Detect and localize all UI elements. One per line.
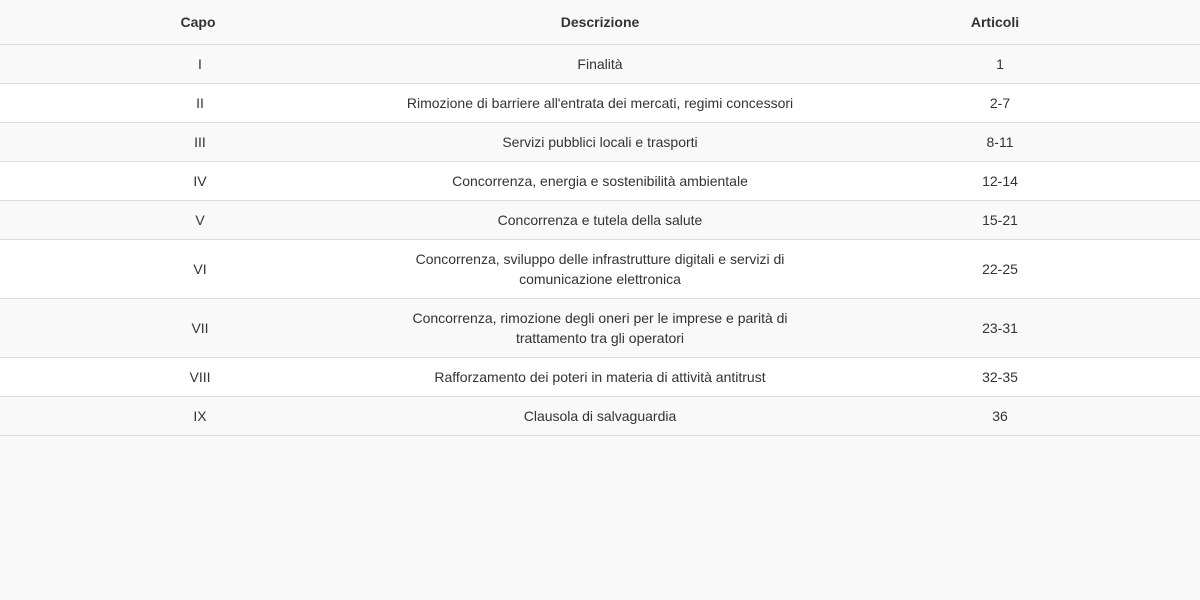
cell-descrizione-text: Finalità — [577, 56, 623, 72]
table-row — [0, 45, 1200, 84]
table-body — [0, 45, 1200, 436]
cell-descrizione — [400, 358, 800, 397]
cell-descrizione — [400, 201, 800, 240]
cell-descrizione — [400, 45, 800, 84]
cell-capo: III — [0, 123, 400, 162]
cell-articoli: 2-7 — [800, 84, 1200, 123]
cell-capo: VI — [0, 240, 400, 299]
cell-articoli: 32-35 — [800, 358, 1200, 397]
cell-descrizione-text: Clausola di salvaguardia — [523, 408, 677, 424]
table-row — [0, 240, 1200, 299]
cell-articoli: 36 — [800, 397, 1200, 436]
cell-descrizione-text: Concorrenza, sviluppo delle infrastrutture digitali e servizi di comunicazione elettronica — [415, 251, 785, 287]
cell-articoli: 22-25 — [800, 240, 1200, 299]
table-row — [0, 201, 1200, 240]
header-capo: Capo — [0, 0, 400, 45]
cell-capo: VII — [0, 299, 400, 358]
table-row — [0, 299, 1200, 358]
cell-descrizione — [400, 162, 800, 201]
header-articoli: Articoli — [800, 0, 1200, 45]
table-row — [0, 123, 1200, 162]
cell-articoli: 1 — [800, 45, 1200, 84]
cell-descrizione — [400, 299, 800, 358]
cell-descrizione-text: Concorrenza, energia e sostenibilità ambientale — [452, 173, 748, 189]
cell-capo: V — [0, 201, 400, 240]
cell-articoli: 8-11 — [800, 123, 1200, 162]
cell-capo: IV — [0, 162, 400, 201]
cell-descrizione-text: Servizi pubblici locali e trasporti — [502, 134, 698, 150]
cell-capo: VIII — [0, 358, 400, 397]
cell-descrizione — [400, 123, 800, 162]
cell-descrizione-text: Rafforzamento dei poteri in materia di attività antitrust — [434, 369, 766, 385]
cell-descrizione — [400, 397, 800, 436]
cell-capo: I — [0, 45, 400, 84]
header-row — [0, 0, 1200, 45]
header-descrizione: Descrizione — [400, 0, 800, 45]
cell-descrizione-text: Concorrenza e tutela della salute — [497, 212, 703, 228]
table-row — [0, 162, 1200, 201]
cell-descrizione — [400, 84, 800, 123]
table-row — [0, 397, 1200, 436]
table-row — [0, 84, 1200, 123]
cell-articoli: 12-14 — [800, 162, 1200, 201]
cell-capo: II — [0, 84, 400, 123]
cell-descrizione — [400, 240, 800, 299]
table-row — [0, 358, 1200, 397]
cell-capo: IX — [0, 397, 400, 436]
cell-descrizione-text: Concorrenza, rimozione degli oneri per le imprese e parità di trattamento tra gli operatori — [412, 310, 788, 346]
cell-articoli: 15-21 — [800, 201, 1200, 240]
table-header — [0, 0, 1200, 45]
cell-articoli: 23-31 — [800, 299, 1200, 358]
cell-descrizione-text: Rimozione di barriere all'entrata dei mercati, regimi concessori — [406, 95, 794, 111]
